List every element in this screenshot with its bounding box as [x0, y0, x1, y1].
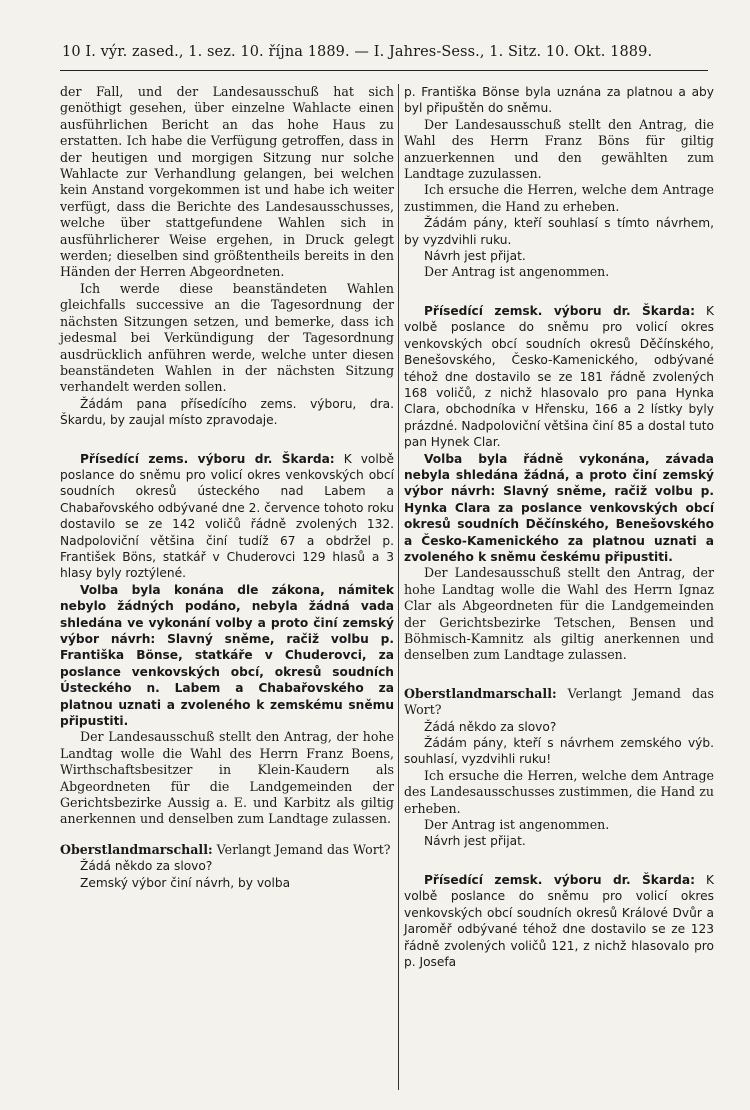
right-paragraph	[404, 451, 714, 566]
left-paragraph	[60, 858, 394, 874]
paragraph-text: Der Landesausschuß stellt den Antrag, der hohe Landtag wolle die Wahl des Herrn Franz Boens, Wirthschaftsbesitzer in Klein-Kaudern als Abgeordneten für die Landgemeinden der Gerichtsbezirke Aussig a. E. und Karbitz als giltig anerkennen und denselben zum Landtage zulassen.	[60, 729, 394, 827]
paragraph-text: Žádá někdo za slovo?	[80, 859, 213, 874]
paragraph-text: K volbě poslance do sněmu pro volicí okres venkovských obcí soudních okresů ústeckého nad Labem a Chabařovského odbývané dne 2. července tohoto roku dostavilo se ze 142 voličů řádně zvolených 132. Nadpoloviční většina činí tudíž 67 a obdržel p. František Böns, statkář v Chuderovci 129 hlasů a 3 hlasy byly roztýlené.	[60, 451, 395, 581]
paragraph-text: Žádám pana přísedícího zems. výboru, dra. Škardu, by zaujal místo zpravodaje.	[60, 396, 394, 428]
right-paragraph	[404, 264, 714, 280]
speaker-name: Přísedící zemsk. výboru dr. Škarda:	[424, 872, 695, 887]
right-column	[404, 84, 714, 970]
right-paragraph	[404, 833, 714, 849]
paragraph-text: Zemský výbor činí návrh, by volba	[80, 875, 291, 890]
paragraph-text: Ich werde diese beanständeten Wahlen gleichfalls successive an die Tagesordnung der nächsten Sitzungen setzen, und bemerke, dass ich jedesmal bei Verkündigung der Tagesordnung ausdrücklich anführen werde, welche unter diesen beanständeten Wahlen in der nächsten Sitzung verhandelt werden sollen.	[60, 280, 394, 395]
paragraph-text: Návrh jest přijat.	[424, 249, 526, 264]
paragraph-text: Ich ersuche die Herren, welche dem Antrage zustimmen, die Hand zu erheben.	[404, 182, 714, 214]
left-paragraph	[60, 281, 394, 396]
paragraph-text: Návrh jest přijat.	[424, 834, 526, 849]
paragraph-text: K volbě poslance do sněmu pro volicí okres venkovských obcí soudních okresů Děčínského, Benešovského, Česko-Kamenického, odbývané téhož dne dostavilo se ze 181 řádně zvolených 168 voličů, z nichž hlasovalo pro pana Hynka Clara, obchodníka v Hřensku, 166 a 2 lístky byly prázdné. Nadpoloviční většina činí 85 a dostal tuto pan Hynek Clar.	[404, 303, 715, 450]
running-header: 10 I. výr. zased., 1. sez. 10. října 1889. — I. Jahres-Sess., 1. Sitz. 10. Okt. 1889.	[62, 44, 653, 60]
left-paragraph	[60, 729, 394, 827]
speaker-name: Přísedící zems. výboru dr. Škarda:	[80, 451, 335, 466]
left-paragraph	[60, 582, 394, 730]
right-paragraph	[404, 303, 714, 451]
paragraph-text: K volbě poslance do sněmu pro volicí okres venkovských obcí soudních okresů Králové Dvůr a Jaroměř odbývané téhož dne dostavilo se ze 123 řádně zvolených voličů 121, z nichž hlasovalo pro p. Josefa	[404, 872, 715, 969]
column-divider	[398, 84, 399, 1090]
right-paragraph	[404, 182, 714, 215]
paragraph-text: Der Antrag ist angenommen.	[424, 817, 610, 833]
speaker-name: Oberstlandmarschall:	[60, 841, 213, 857]
paragraph-text: Der Landesausschuß stellt den Antrag, der hohe Landtag wolle die Wahl des Herrn Ignaz Clar als Abgeordneten für die Landgemeinden der Gerichtsbezirke Tetschen, Bensen und Böhmisch-Kamnitz als giltig anerkennen und denselben zum Landtage zulassen.	[404, 565, 714, 663]
paragraph-text: Žádá někdo za slovo?	[424, 719, 557, 734]
left-column	[60, 84, 394, 891]
left-paragraph	[60, 875, 394, 891]
right-paragraph	[404, 768, 714, 817]
left-paragraph	[60, 451, 394, 582]
right-paragraph	[404, 735, 714, 768]
paragraph-text: Der Landesausschuß stellt den Antrag, die Wahl des Herrn Franz Böns für giltig anzuerkennen und den gewählten zum Landtage zuzulassen.	[404, 116, 714, 182]
paragraph-text: Verlangt Jemand das Wort?	[404, 685, 714, 718]
right-paragraph	[404, 872, 714, 970]
speaker-name: Přísedící zemsk. výboru dr. Škarda:	[424, 303, 695, 318]
paragraph-text: Volba byla řádně vykonána, závada nebyla shledána žádná, a proto činí zemský výbor návrh: Slavný sněme, račiž volbu p. Hynka Clara za poslance venkovských obcí okresů soudních Děčínského, Benešovského a Česko-Kamenického za platnou uznati a zvoleného k sněmu českému připustiti.	[404, 451, 714, 564]
paragraph-text: der Fall, und der Landesausschuß hat sich genöthigt gesehen, über einzelne Wahlacte einen ausführlichen Bericht an das hohe Haus zu erstatten. Ich habe die Verfügung getroffen, dass in der heutigen und morgigen Sitzung nur solche Wahlacte zur Verhandlung gelangen, bei welchen kein Anstand vorgekommen ist und habe ich weiter verfügt, dass die Berichte des Landesausschusses, welche über stattgefundene Wahlen sich in ausführlicherer Weise ergehen, in Druck gelegt werden; dieselben sind größtentheils bereits in den Händen der Herren Abgeordneten.	[60, 84, 394, 280]
right-paragraph	[404, 248, 714, 264]
right-paragraph	[404, 817, 714, 833]
left-paragraph	[60, 842, 394, 858]
right-paragraph	[404, 84, 714, 117]
paragraph-text: Verlangt Jemand das Wort?	[216, 841, 391, 857]
paragraph-text: Volba byla konána dle zákona, námitek nebylo žádných podáno, nebyla žádná vada shledána ve vykonání volby a proto činí zemský výbor návrh: Slavný sněme, račiž volbu p. Františka Bönse, statkáře v Chuderovci, za poslance venkovských obcí, okresů soudních Ústeckého n. Labem a Chabařovského za platnou uznati a zvoleného k zemskému sněmu připustiti.	[60, 582, 394, 729]
left-paragraph	[60, 84, 394, 281]
header-rule	[60, 70, 708, 71]
right-paragraph	[404, 215, 714, 248]
paragraph-text: p. Františka Bönse byla uznána za platnou a aby byl připuštěn do sněmu.	[404, 85, 714, 116]
left-paragraph	[60, 396, 394, 429]
paragraph-text: Der Antrag ist angenommen.	[424, 264, 610, 280]
right-paragraph	[404, 686, 714, 719]
speaker-name: Oberstlandmarschall:	[404, 685, 557, 701]
right-paragraph	[404, 565, 714, 663]
right-paragraph	[404, 117, 714, 183]
paragraph-text: Žádám pány, kteří s návrhem zemského výb. souhlasí, vyzdvihli ruku!	[404, 736, 714, 767]
right-paragraph	[404, 719, 714, 735]
paragraph-text: Žádám pány, kteří souhlasí s tímto návrhem, by vyzdvihli ruku.	[404, 216, 714, 247]
paragraph-text: Ich ersuche die Herren, welche dem Antrage des Landesausschusses zustimmen, die Hand zu erheben.	[404, 767, 714, 816]
